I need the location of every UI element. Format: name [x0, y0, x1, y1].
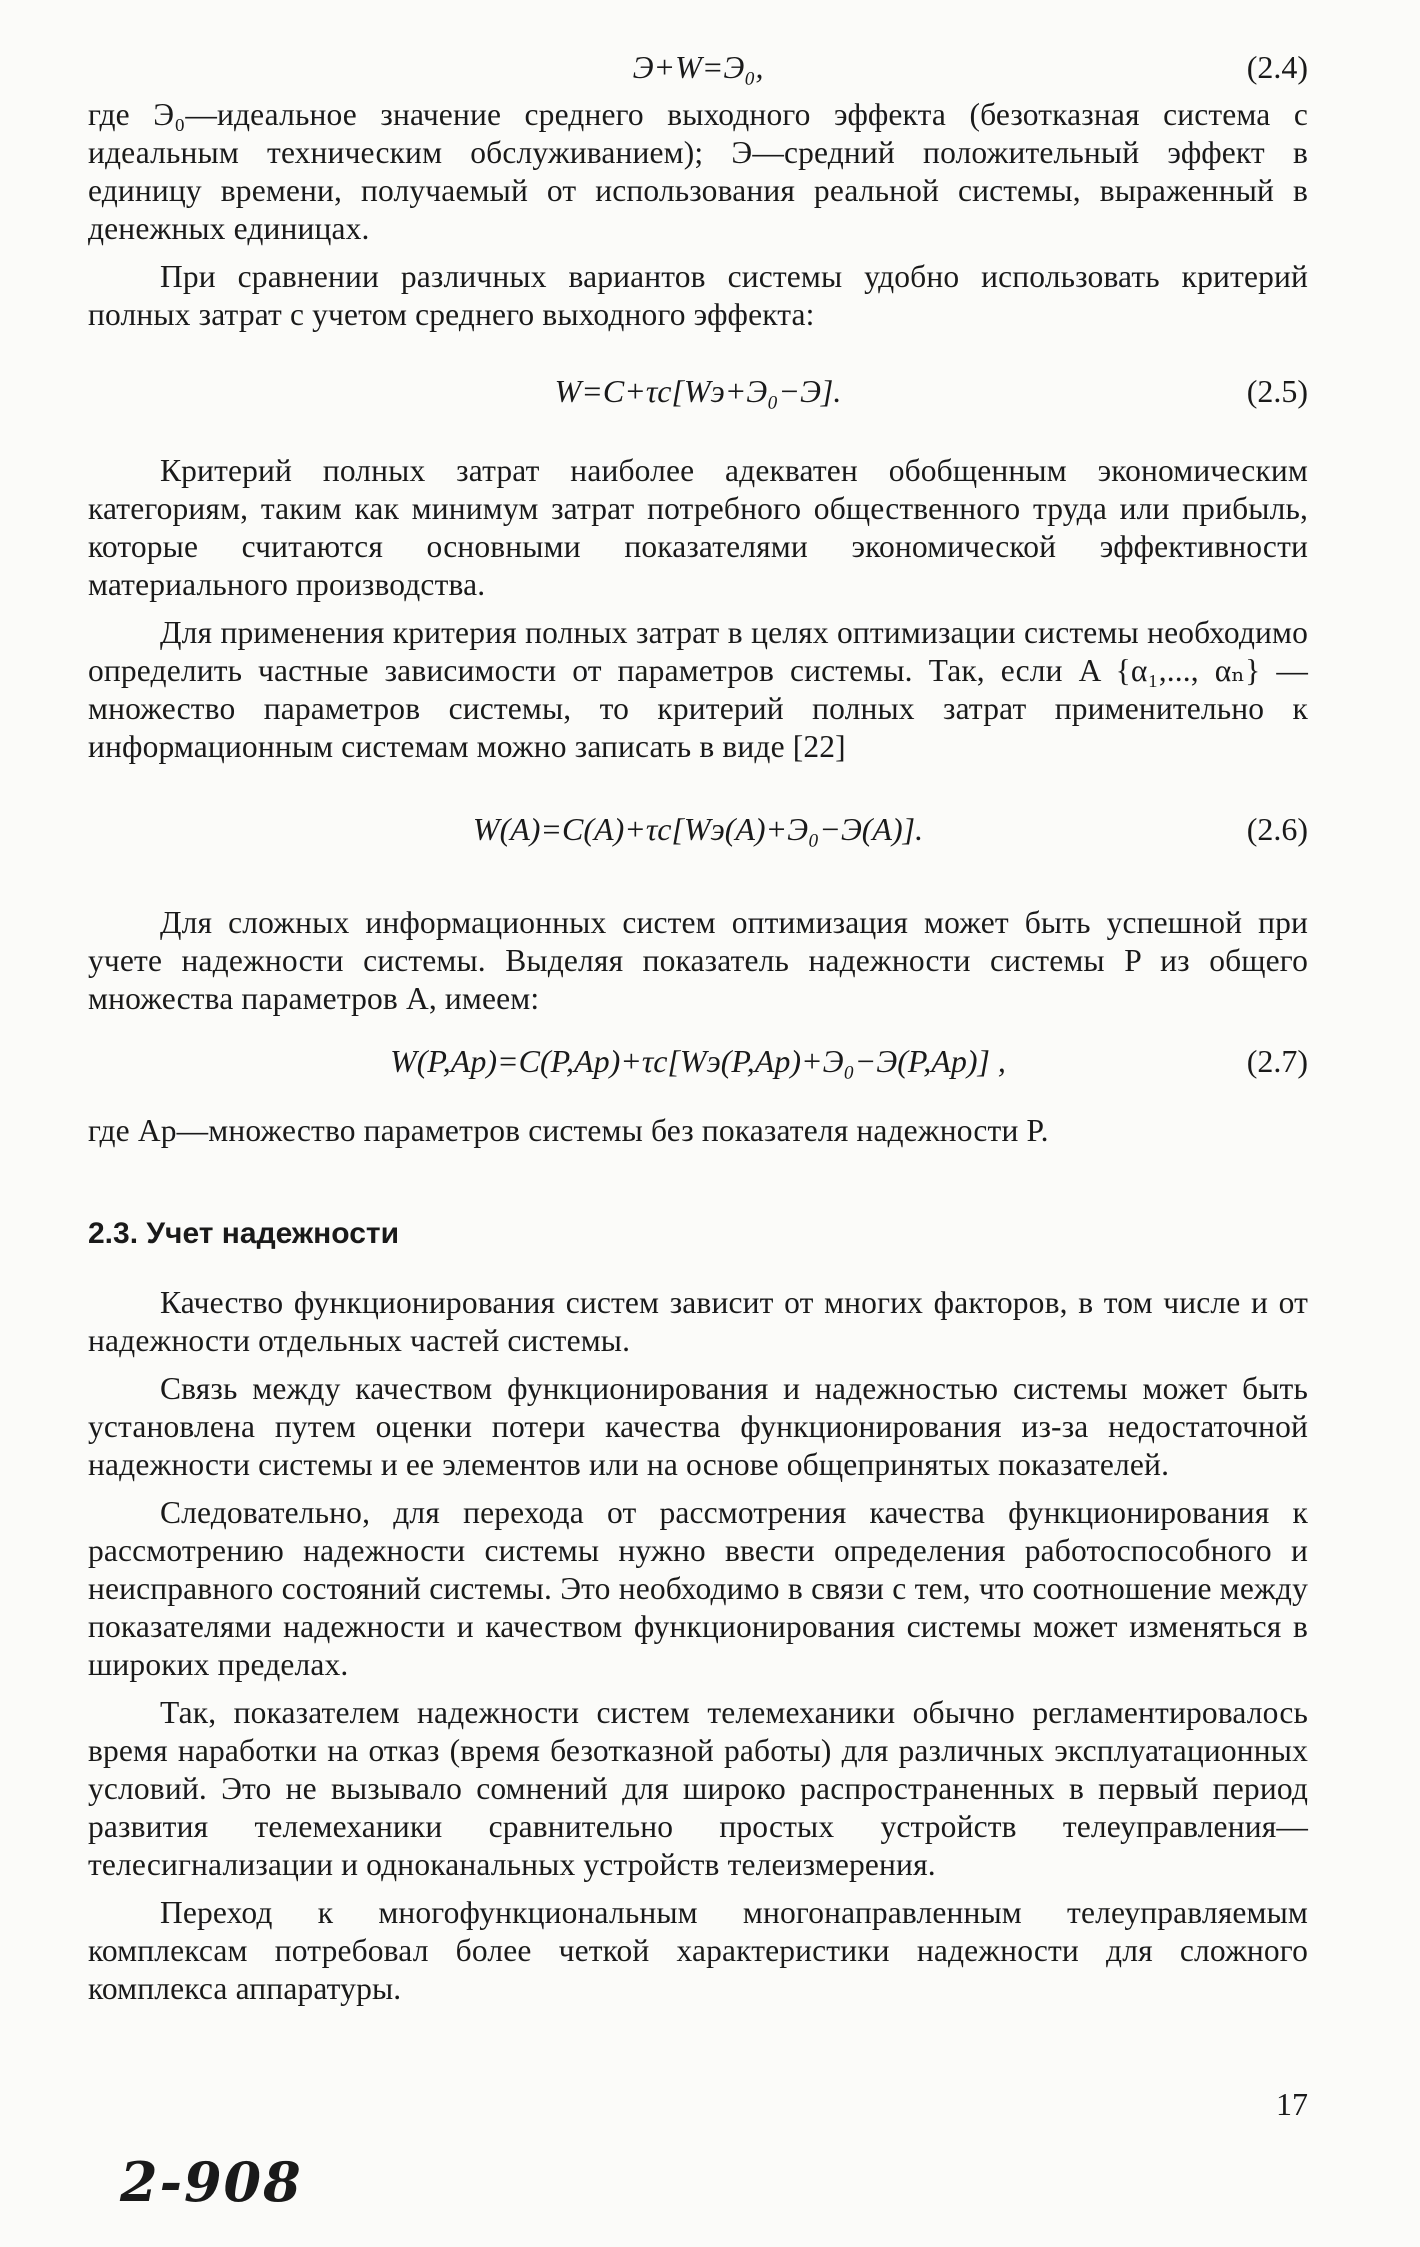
paragraph: Переход к многофункциональным многонаправленным телеуправляемым комплексам потребовал более четкой характеристики надежности для сложного комплекса аппаратуры. — [88, 1895, 1308, 2006]
page-content — [88, 46, 1308, 2008]
paragraph: При сравнении различных вариантов системы удобно использовать критерий полных затрат с учетом среднего выходного эффекта: — [88, 259, 1308, 332]
formula-2-4 — [88, 46, 1308, 88]
paragraph: Критерий полных затрат наиболее адекватен обобщенным экономическим категориям, таким как минимум затрат потребного общественного труда или прибыль, которые считаются основными показателями экономической эффективности материального производства. — [88, 453, 1308, 602]
paragraph: Для сложных информационных систем оптимизация может быть успешной при учете надежности системы. Выделяя показатель надежности системы P из общего множества параметров A, имеем: — [88, 905, 1308, 1016]
formula-2-7 — [88, 1040, 1308, 1082]
paragraph: где Aр—множество параметров системы без показателя надежности P. — [88, 1113, 1049, 1148]
handwritten-note: 2-908 — [120, 2150, 303, 2214]
formula-number: (2.4) — [1246, 49, 1308, 85]
paragraph: Качество функционирования систем зависит от многих факторов, в том числе и от надежности отдельных частей системы. — [88, 1285, 1308, 1358]
formula-number: (2.7) — [1246, 1043, 1308, 1079]
paragraph: Для применения критерия полных затрат в целях оптимизации системы необходимо определить частные зависимости от параметров системы. Так, если A {α₁,..., αₙ} —множество параметров системы, то критерий полных затрат применительно к информационным системам можно записать в виде [22] — [88, 615, 1308, 764]
formula-expression: W(P,Aр)=C(P,Aр)+τс[Wэ(P,Aр)+Э₀−Э(P,Aр)] , — [390, 1043, 1006, 1079]
paragraph: где Э₀—идеальное значение среднего выходного эффекта (безотказная система с идеальным техническим обслуживанием); Э—средний положительный эффект в единицу времени, получаемый от использования реальной системы, выраженный в денежных единицах. — [88, 97, 1308, 246]
paragraph: Следовательно, для перехода от рассмотрения качества функционирования к рассмотрению надежности системы нужно ввести определения работоспособного и неисправного состояний системы. Это необходимо в связи с тем, что соотношение между показателями надежности и качеством функционирования системы может изменяться в широких пределах. — [88, 1495, 1308, 1682]
paragraph: Связь между качеством функционирования и надежностью системы может быть установлена путем оценки потери качества функционирования из-за недостаточной надежности системы и ее элементов или на основе общепринятых показателей. — [88, 1371, 1308, 1482]
formula-2-6 — [88, 808, 1308, 850]
formula-expression: Э+W=Э₀, — [632, 49, 764, 85]
formula-expression: W(A)=C(A)+τс[Wэ(A)+Э₀−Э(A)]. — [472, 811, 924, 847]
formula-expression: W=C+τс[Wэ+Э₀−Э]. — [554, 373, 842, 409]
formula-number: (2.5) — [1246, 373, 1308, 409]
page-number: 17 — [1276, 2086, 1308, 2122]
paragraph: Так, показателем надежности систем телемеханики обычно регламентировалось время наработки на отказ (время безотказной работы) для различных эксплуатационных условий. Это не вызывало сомнений для широко распространенных в первый период развития телемеханики сравнительно простых устройств телеуправления—телесигнализации и одноканальных устройств телеизмерения. — [88, 1695, 1308, 1882]
formula-2-5 — [88, 370, 1308, 412]
section-heading: 2.3. Учет надежности — [88, 1217, 400, 1250]
formula-number: (2.6) — [1246, 811, 1308, 847]
